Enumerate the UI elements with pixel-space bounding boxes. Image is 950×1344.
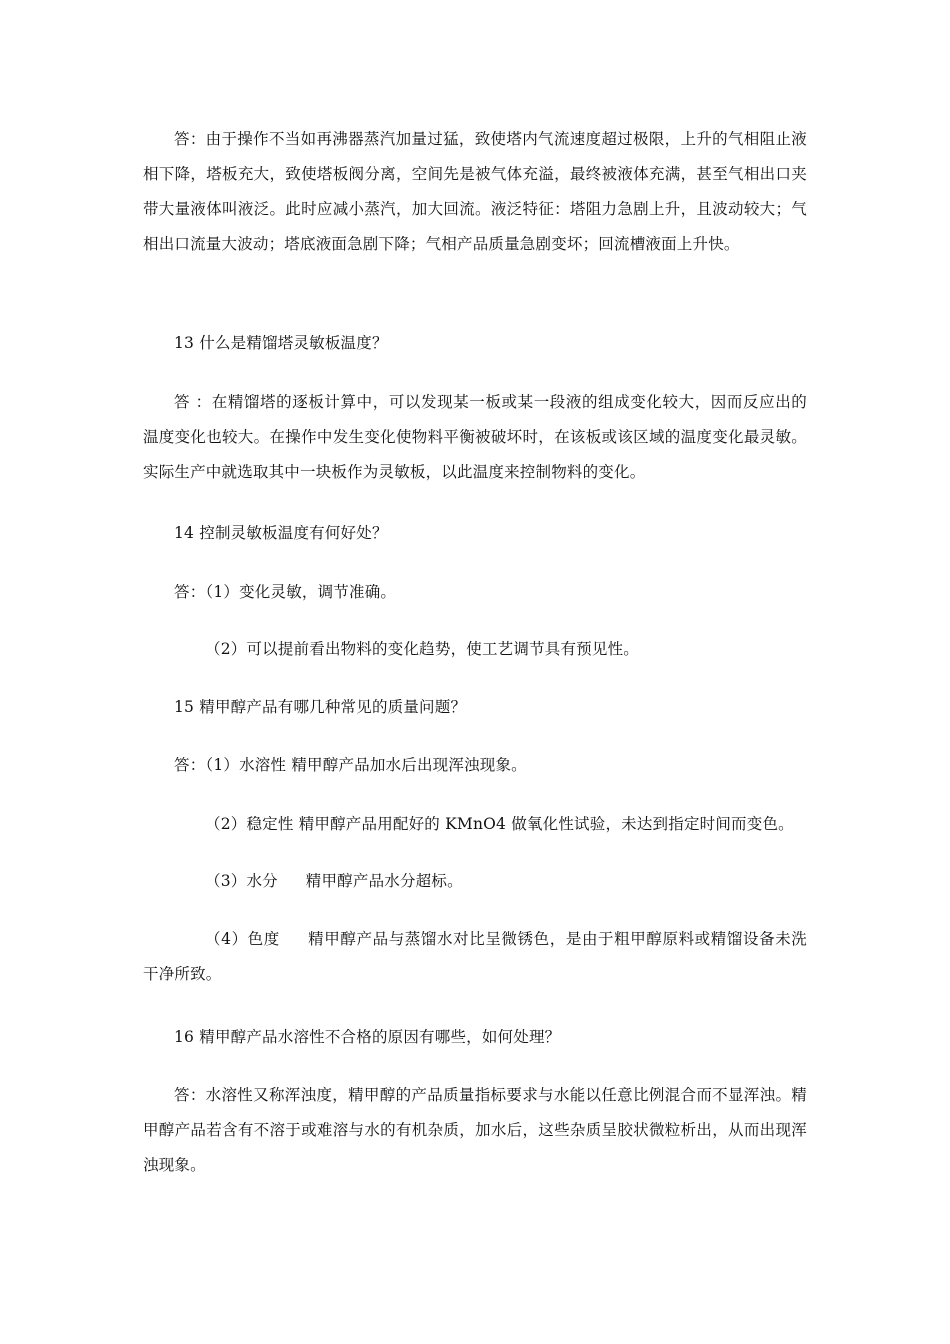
answer-14-item-2: （2）可以提前看出物料的变化趋势，使工艺调节具有预见性。: [205, 640, 639, 658]
answer-15-item-3-text: 精甲醇产品水分超标。: [305, 872, 463, 890]
answer-12-paragraph: 答：由于操作不当如再沸器蒸汽加量过猛，致使塔内气流速度超过极限，上升的气相阻止液相下降，塔板充大，致使塔板阀分离，空间先是被气体充溢，最终被液体充满，甚至气相出口夹带大量液体叫液泛。此时应减小蒸汽，加大回流。液泛特征：塔阻力急剧上升，且波动较大；气相出口流量大波动；塔底液面急剧下降；气相产品质量急剧变坏；回流槽液面上升快。: [143, 130, 807, 253]
question-15-heading: 15 精甲醇产品有哪几种常见的质量问题？: [174, 698, 467, 716]
answer-15-item-2: （2）稳定性 精甲醇产品用配好的 KMnO4 做氧化性试验，未达到指定时间而变色。: [205, 815, 794, 833]
answer-15-item-3-label: （3）水分: [205, 872, 278, 890]
question-16-heading: 16 精甲醇产品水溶性不合格的原因有哪些，如何处理？: [174, 1028, 561, 1046]
answer-14-item-1: 答：（1）变化灵敏，调节准确。: [174, 583, 397, 601]
answer-15-item-3: [143, 864, 807, 899]
answer-15-item-1: 答：（1）水溶性 精甲醇产品加水后出现浑浊现象。: [174, 756, 527, 774]
question-13-heading: 13 什么是精馏塔灵敏板温度？: [174, 334, 388, 352]
answer-13-paragraph: 答 ：在精馏塔的逐板计算中，可以发现某一板或某一段液的组成变化较大，因而反应出的温度变化也较大。在操作中发生变化使物料平衡被破坏时，在该板或该区域的温度变化最灵敏。实际生产中就选取其中一块板作为灵敏板，以此温度来控制物料的变化。: [143, 393, 807, 481]
question-14-heading: 14 控制灵敏板温度有何好处？: [174, 524, 388, 542]
answer-16-paragraph: 答：水溶性又称浑浊度，精甲醇的产品质量指标要求与水能以任意比例混合而不显浑浊。精甲醇产品若含有不溶于或难溶与水的有机杂质，加水后，这些杂质呈胶状微粒析出，从而出现浑浊现象。: [143, 1086, 807, 1174]
answer-15-item-4-label: （4）色度: [205, 930, 280, 948]
answer-15-item-4-text: 精甲醇产品与蒸馏水对比呈微锈色，是由于粗甲醇原料或精馏设备未洗干净所致。: [143, 930, 807, 983]
answer-15-item-4: [143, 922, 807, 992]
